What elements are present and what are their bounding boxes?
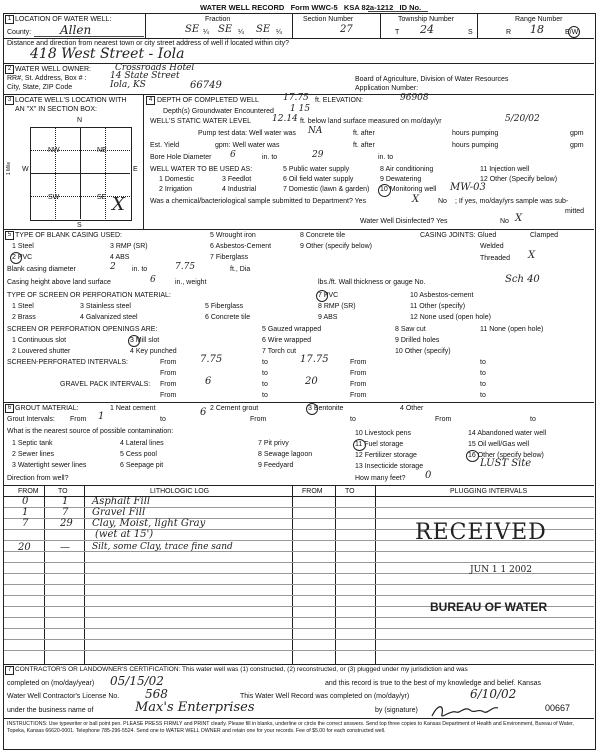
fraction-2: SE (218, 24, 233, 35)
screen-to-3: to (262, 370, 268, 377)
range-label: Range Number (515, 16, 563, 23)
gravel-to-value: 20 (305, 376, 318, 387)
other-circle (466, 450, 479, 462)
bore-to: 29 (312, 150, 324, 160)
row-line (4, 584, 594, 585)
pump-gpm: gpm (570, 130, 584, 137)
section-1-label: LOCATION OF WATER WELL: (15, 16, 112, 23)
gauge-value: Sch 40 (505, 274, 540, 285)
opening-mill: 3 Mill slot (130, 337, 160, 344)
screen-intervals-label: SCREEN-PERFORATED INTERVALS: (7, 359, 128, 366)
groundwater-label: Depth(s) Groundwater Encountered (163, 108, 274, 115)
use-oilfield: 6 Oil field water supply (283, 176, 354, 183)
grout-other: 4 Other (400, 405, 424, 412)
source-insecticide: 13 Insecticide storage (355, 463, 424, 470)
grid-ne: NE (97, 147, 107, 154)
log-row-3-from: 7 (22, 518, 29, 529)
disinfected-label: Water Well Disinfected? Yes (360, 218, 448, 225)
use-industrial: 4 Industrial (222, 186, 257, 193)
quarter-mark-3: ¼ (276, 29, 282, 36)
chem-tail: ; If yes, mo/day/yrs sample was sub- (455, 198, 569, 205)
bentonite-circle (306, 403, 318, 415)
log-row-3-to: 29 (60, 518, 73, 529)
source-oilwell: 15 Oil well/Gas well (468, 441, 530, 448)
grid-mile: 1 Mile (6, 161, 13, 176)
row-line (4, 650, 594, 651)
opening-wire: 6 Wire wrapped (262, 337, 312, 344)
distance-label: Distance and direction from nearest town or city street address of well if located within city? (7, 40, 290, 47)
fraction-3: SE (256, 24, 271, 35)
locate-label: LOCATE WELL'S LOCATION WITH (15, 97, 127, 104)
row-line (4, 595, 594, 596)
bore-in-to: in. to (262, 154, 278, 161)
grout-from-3: From (435, 416, 452, 423)
business-value: Max's Enterprises (135, 700, 255, 715)
owner-value: Crossroads Hotel (115, 63, 195, 73)
use-monitoring: 10 Monitoring well (380, 186, 437, 193)
screen-pvc-circle (316, 290, 328, 302)
section-5-number: 5 (5, 231, 14, 240)
screen-other: 11 Other (specify) (410, 303, 466, 310)
source-lateral: 4 Lateral lines (120, 440, 164, 447)
county-value: Allen (60, 23, 92, 37)
use-public: 5 Public water supply (283, 166, 350, 173)
static-label: WELL'S STATIC WATER LEVEL (150, 118, 252, 125)
application-label: Application Number: (355, 85, 419, 92)
disinfected-x: X (515, 213, 523, 224)
grout-to: to (160, 416, 166, 423)
height-value: 6 (150, 275, 156, 285)
address-value: 14 State Street (110, 71, 180, 81)
distance-value: 418 West Street - Iola (30, 46, 185, 62)
chem-label: Was a chemical/bacteriological sample submitted to Department? Yes (150, 198, 367, 205)
divider (380, 14, 381, 38)
opening-saw: 8 Saw cut (395, 326, 426, 333)
screen-from-value: 7.75 (200, 354, 223, 365)
gravel-to-label: to (262, 381, 268, 388)
quarter-mark-1: ¼ (203, 29, 209, 36)
monitor-id: MW-03 (450, 182, 486, 193)
log-row-4-from: 20 (18, 542, 31, 553)
section-2-number: 2 (5, 65, 14, 74)
screen-stainless: 3 Stainless steel (80, 303, 131, 310)
screen-galvanized: 4 Galvanized steel (80, 314, 138, 321)
owner-label: WATER WELL OWNER: (15, 66, 91, 73)
opening-drilled: 9 Drilled holes (395, 337, 440, 344)
quarter-mark-2: ¼ (238, 29, 244, 36)
board-label: Board of Agriculture, Division of Water Resources (355, 76, 509, 83)
col-line (84, 486, 85, 664)
log-from-header: FROM (18, 488, 39, 495)
joints-label: CASING JOINTS: Glued (420, 232, 497, 239)
rule (4, 38, 594, 39)
log-row-1-to: 1 (62, 496, 69, 507)
use-lawn: 7 Domestic (lawn & garden) (283, 186, 370, 193)
gravel-from-3: From (160, 392, 177, 399)
grout-cement: 2 Cement grout (210, 405, 259, 412)
grid-nw: NW (48, 147, 60, 154)
joints-threaded-x: X (528, 250, 536, 261)
casing-label: TYPE OF BLANK CASING USED: (15, 232, 122, 239)
instructions: INSTRUCTIONS: Use typewriter or ball point pen. PLEASE PRESS FIRMLY and PRINT clearly. Please fill in blanks, underline or circle the correct answers. Send top three copies to Kansas Department of Health and Environment, Bureau of Water, Topeka, Kansas 66620-0001. Telephone 785-296-5524. Send one to WATER WELL OWNER and retain one for your records. Fee of $5.00 for each constructed well. (7, 721, 574, 734)
source-other: 16 Other (specify below) (468, 452, 544, 459)
screen-from-2: From (350, 359, 367, 366)
gravel-to-2: to (480, 381, 486, 388)
log-row-4-to: — (60, 542, 70, 553)
gravel-from-value: 6 (205, 376, 212, 387)
casing-fiberglass: 7 Fiberglass (210, 254, 249, 261)
opening-other: 10 Other (specify) (395, 348, 451, 355)
gravel-from-2: From (350, 381, 367, 388)
chem-no-x: X (412, 194, 420, 205)
range-prefix: R (506, 29, 512, 36)
casing-asbestos: 6 Asbestos-Cement (210, 243, 272, 250)
casing-rmp: 3 RMP (SR) (110, 243, 148, 250)
diameter-label: Blank casing diameter (7, 266, 76, 273)
gravel-to-3: to (262, 392, 268, 399)
mill-circle (128, 335, 140, 347)
use-domestic: 1 Domestic (159, 176, 195, 183)
business-label: under the business name of (7, 707, 94, 714)
log-row-2-from: 1 (22, 507, 29, 518)
log-row-3-text: Clay, Moist, light Gray (92, 518, 206, 529)
source-fuel: 11 Fuel storage (355, 441, 404, 448)
grout-label: GROUT MATERIAL: (15, 405, 79, 412)
log-from-header-2: FROM (302, 488, 323, 495)
source-seepage: 6 Seepage pit (120, 462, 164, 469)
township-label: Township Number (398, 16, 455, 23)
rule (4, 485, 594, 486)
grid-dotted (105, 127, 106, 219)
log-litho-header: LITHOLOGIC LOG (150, 488, 210, 495)
lust-site: LUST Site (480, 458, 532, 469)
screen-abs: 9 ABS (318, 314, 338, 321)
yield-tail: gpm: Well water was (215, 142, 280, 149)
township-value: 24 (420, 23, 434, 36)
range-value: 18 (530, 23, 544, 36)
township-s: S (468, 29, 473, 36)
casing-steel: 1 Steel (12, 243, 34, 250)
grid-x-mark: X (112, 194, 125, 215)
fraction-label: Fraction (205, 16, 231, 23)
screen-from-label: From (160, 359, 177, 366)
id-underline (368, 11, 428, 12)
chem-no: No (438, 198, 447, 205)
log-row-4-text: Silt, some Clay, trace fine sand (92, 542, 233, 552)
serial-number: 00667 (545, 703, 571, 713)
source-sewer: 2 Sewer lines (12, 451, 55, 458)
source-septic: 1 Septic tank (12, 440, 53, 447)
chem-mitted: mitted (565, 208, 585, 215)
divider (292, 14, 293, 38)
source-watertight: 3 Watertight sewer lines (12, 462, 87, 469)
direction-label: Direction from well? (7, 475, 69, 482)
grid-s: S (77, 222, 82, 229)
section-1-number: 1 (5, 15, 14, 24)
received-stamp: RECEIVED (415, 520, 547, 545)
opening-key: 4 Key punched (130, 348, 177, 355)
gravel-from-4: From (350, 392, 367, 399)
groundwater-values: 1 15 (290, 104, 311, 114)
bureau-stamp: BUREAU OF WATER (430, 600, 548, 614)
use-air: 8 Air conditioning (380, 166, 434, 173)
use-dewatering: 9 Dewatering (380, 176, 422, 183)
col-line (44, 486, 45, 664)
license-value: 568 (145, 687, 168, 701)
disinfected-no: No (500, 218, 509, 225)
gravel-intervals-label: GRAVEL PACK INTERVALS: (60, 381, 151, 388)
diameter-to: 7.75 (175, 262, 196, 272)
gravel-to-4: to (480, 392, 486, 399)
range-ew: E/W (565, 29, 579, 36)
casing-other: 9 Other (specify below) (300, 243, 372, 250)
section-number-label: Section Number (303, 16, 354, 23)
screen-ft-to: to (262, 359, 268, 366)
section-number-value: 27 (340, 24, 353, 35)
screen-asbestos: 10 Asbestos-cement (410, 292, 474, 299)
locate-label-2: AN "X" IN SECTION BOX: (15, 106, 97, 113)
grout-to-value: 6 (200, 407, 207, 418)
log-to-header-2: TO (345, 488, 355, 495)
county-underline (34, 36, 144, 37)
pump-label: Pump test data: Well water was (198, 130, 296, 137)
bore-label: Bore Hole Diameter (150, 154, 212, 161)
form-id-label: ID No. (399, 3, 422, 12)
opening-torch: 7 Torch cut (262, 348, 297, 355)
screen-brass: 2 Brass (12, 314, 36, 321)
screen-from-4: From (350, 370, 367, 377)
grout-from-value: 1 (98, 411, 105, 422)
section-6-number: 6 (5, 404, 14, 413)
yield-after: ft. after (353, 142, 375, 149)
pump-hours: hours pumping (452, 130, 499, 137)
row-line (4, 628, 594, 629)
use-feedlot: 3 Feedlot (222, 176, 252, 183)
rule (4, 664, 594, 665)
static-date: 5/20/02 (505, 114, 540, 124)
screen-concrete: 6 Concrete tile (205, 314, 251, 321)
grid-n: N (77, 117, 83, 124)
city-label: City, State, ZIP Code (7, 84, 73, 91)
log-row-1-text: Asphalt Fill (92, 496, 151, 507)
monitoring-circle (378, 184, 391, 197)
log-row-3-note: (wet at 15') (95, 529, 154, 540)
opening-continuous: 1 Continuous slot (12, 337, 67, 344)
elevation-value: 96908 (400, 93, 429, 103)
feet-label: How many feet? (355, 475, 406, 482)
bore-value: 6 (230, 150, 236, 160)
row-line (4, 617, 594, 618)
grout-bentonite: 3 Bentonite (308, 405, 344, 412)
screen-fiberglass: 5 Fiberglass (205, 303, 244, 310)
use-other: 12 Other (Specify below) (480, 176, 558, 183)
screen-label: TYPE OF SCREEN OR PERFORATION MATERIAL: (7, 292, 171, 299)
grid-se: SE (97, 194, 107, 201)
source-livestock: 10 Livestock pens (355, 430, 412, 437)
grout-to-3: to (530, 416, 536, 423)
use-irrigation: 2 Irrigation (159, 186, 193, 193)
joints-threaded: Threaded (480, 255, 510, 262)
divider (145, 14, 146, 38)
grid-e: E (133, 166, 138, 173)
diameter-in-to: in. to (132, 266, 148, 273)
fuel-circle (353, 439, 366, 451)
license-label: Water Well Contractor's License No. (7, 693, 120, 700)
gravel-from-label: From (160, 381, 177, 388)
pump-value: NA (308, 126, 323, 136)
section-3-number: 3 (5, 96, 14, 105)
true-text: and this record is true to the best of my knowledge and belief. Kansas (325, 680, 541, 687)
cert-text: CONTRACTOR'S OR LANDOWNER'S CERTIFICATION: This water well was (1) constructed, (2) reconstructed, or (3) plugged under my jurisdiction and was (15, 666, 468, 673)
source-feedyard: 9 Feedyard (258, 462, 294, 469)
log-row-2-to: 7 (62, 507, 69, 518)
screen-to-value: 17.75 (300, 354, 329, 365)
yield-hours: hours pumping (452, 142, 499, 149)
joints-welded: Welded (480, 243, 504, 250)
bore-and: in. to (378, 154, 394, 161)
depth-value: 17.75 (283, 93, 309, 103)
form-title-text: WATER WELL RECORD (200, 3, 285, 12)
yield-gpm: gpm (570, 142, 584, 149)
zip-value: 66749 (190, 80, 222, 91)
rule (4, 718, 594, 719)
signature-label: by (signature) (375, 707, 418, 714)
rule (4, 63, 594, 64)
diameter-ft-dia: ft., Dia (230, 266, 251, 273)
row-line (4, 639, 594, 640)
source-fertilizer: 12 Fertilizer storage (355, 452, 417, 459)
received-date: JUN 1 1 2002 (470, 565, 533, 575)
rule (4, 229, 594, 230)
ew-circle (568, 26, 580, 38)
city-value: Iola, KS (110, 80, 146, 90)
screen-to-2: to (480, 359, 486, 366)
col-line (375, 486, 376, 664)
casing-pvc: 2 PVC (12, 254, 33, 261)
rule (4, 402, 594, 403)
section-7-number: 7 (5, 666, 14, 675)
grout-from: From (70, 416, 87, 423)
static-value: 12.14 (272, 114, 298, 124)
casing-concrete: 8 Concrete tile (300, 232, 346, 239)
grid-dotted (55, 127, 56, 219)
casing-abs: 4 ABS (110, 254, 130, 261)
col-line (292, 486, 293, 664)
pvc-circle (10, 252, 22, 264)
col-line (335, 486, 336, 664)
gauge-label: lbs./ft. Wall thickness or gauge No. (318, 279, 426, 286)
joints-clamped: Clamped (530, 232, 559, 239)
grout-intervals-label: Grout Intervals: (7, 416, 55, 423)
log-row-2-text: Gravel Fill (92, 507, 146, 518)
screen-to-4: to (480, 370, 486, 377)
static-tail: ft. below land surface measured on mo/day/yr (300, 118, 442, 125)
height-weight: in., weight (175, 279, 207, 286)
opening-none: 11 None (open hole) (480, 326, 544, 333)
township-prefix: T (395, 29, 400, 36)
diameter-value: 2 (110, 262, 116, 272)
opening-louvered: 2 Louvered shutter (12, 348, 71, 355)
source-privy: 7 Pit privy (258, 440, 289, 447)
screen-none: 12 None used (open hole) (410, 314, 491, 321)
grid-dotted (30, 150, 130, 151)
pump-after: ft. after (353, 130, 375, 137)
depth-label: DEPTH OF COMPLETED WELL (157, 97, 259, 104)
fraction-1: SE (185, 24, 200, 35)
divider (143, 95, 144, 229)
screen-from-3: From (160, 370, 177, 377)
address-label: RR#, St. Address, Box # : (7, 75, 87, 82)
completed-value: 05/15/02 (110, 674, 164, 688)
use-label: WELL WATER TO BE USED AS: (150, 166, 253, 173)
screen-steel: 1 Steel (12, 303, 34, 310)
log-to-header: TO (58, 488, 68, 495)
screen-pvc: 7 PVC (318, 292, 339, 299)
section-4-number: 4 (146, 96, 155, 105)
contam-label: What is the nearest source of possible contamination: (7, 428, 174, 435)
county-label: County: (7, 29, 32, 36)
grout-to-2: to (350, 416, 356, 423)
completed-label: completed on (mo/day/year) (7, 680, 95, 687)
yield-label: Est. Yield (150, 142, 180, 149)
grout-from-2: From (250, 416, 267, 423)
feet-value: 0 (425, 470, 432, 481)
casing-wrought: 5 Wrought iron (210, 232, 256, 239)
log-row-1-from: 0 (22, 496, 29, 507)
grid-sw: SW (48, 194, 60, 201)
grout-neat: 1 Neat cement (110, 405, 156, 412)
form-number: Form WWC-5 (290, 3, 338, 12)
height-label: Casing height above land surface (7, 279, 111, 286)
record-date: 6/10/02 (470, 687, 517, 701)
row-line (4, 562, 594, 563)
source-cess: 5 Cess pool (120, 451, 157, 458)
source-lagoon: 8 Sewage lagoon (258, 451, 313, 458)
screen-rmp: 8 RMP (SR) (318, 303, 356, 310)
grid-w: W (22, 166, 29, 173)
log-plug-header: PLUGGING INTERVALS (450, 488, 528, 495)
opening-label: SCREEN OR PERFORATION OPENINGS ARE: (7, 326, 158, 333)
record-text: This Water Well Record was completed on (mo/day/yr) (240, 693, 410, 700)
divider (477, 14, 478, 38)
source-abandoned: 14 Abandoned water well (468, 430, 547, 437)
elevation-label: ft. ELEVATION: (315, 97, 363, 104)
grid-midline-v (80, 127, 81, 219)
opening-gauzed: 5 Gauzed wrapped (262, 326, 322, 333)
use-injection: 11 Injection well (480, 166, 530, 173)
form-ksa: KSA 82a-1212 (343, 3, 394, 12)
